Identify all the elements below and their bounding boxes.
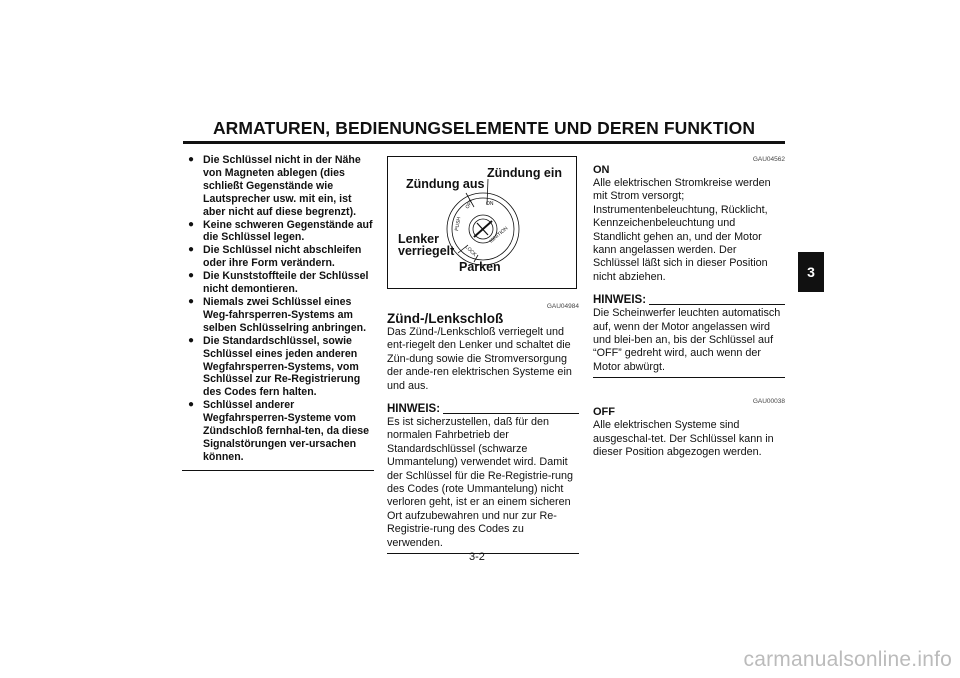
list-item [182,399,374,464]
section-text: Das Zünd-/Lenkschloß verriegelt und ent-riegelt den Lenker und schaltet die Zün-dung sowie die Stromversorgung der ande-ren elektrischen Systeme ein und aus. [387,326,572,392]
chapter-tab: 3 [798,252,824,292]
ignition-switch-figure [387,156,577,289]
section-code: GAU00038 [752,398,785,406]
page-header [183,118,785,144]
list-item-text: Schlüssel anderer Wegfahrsperren-Systeme vom Zündschloß fernhal-ten, da diese Signalstörungen ver-ursachen können. [203,399,369,463]
page-number: 3-2 [469,551,485,563]
bullet-icon: ● [188,154,195,165]
dial-off-mark: OFF [464,198,475,210]
list-item-text: Die Schlüssel nicht in der Nähe von Magneten ablegen (dies schließt Gegenstände wie Lautsprecher usw. mit ein, ist aber nicht auf diese begrenzt). [203,154,361,218]
list-item [182,296,374,335]
bullet-icon: ● [188,399,195,411]
list-item [182,244,374,270]
middle-column [387,150,579,554]
on-text: Alle elektrischen Stromkreise werden mit Strom versorgt; Instrumentenbeleuchtung, Rücklicht, Kennzeichenbeleuchtung und Standlicht gehen an, und der Motor kann angelassen werden. Der Schlüssel läßt sich in dieser Position nicht abziehen. [593,177,771,283]
left-column [182,150,374,471]
list-item-text: Niemals zwei Schlüssel eines Weg-fahrsperren-Systems am selben Schlüsselring anbringen. [203,295,367,334]
section-title: Zünd-/Lenkschloß [387,311,504,326]
section-code: GAU04562 [752,156,785,163]
off-title: OFF [593,406,615,419]
list-item-text: Die Kunststoffteile der Schlüssel nicht demontieren. [203,270,369,296]
list-item [182,154,374,219]
list-item-text: Keine schweren Gegenstände auf die Schlüssel legen. [203,218,373,244]
list-item-text: Die Standardschlüssel, sowie Schlüssel eines jeden anderen Wegfahrsperren-Systems, vom Schlüssel zur Re-Registrierung des Codes fern halten. [203,334,361,399]
label-parken: Parken [459,260,501,274]
note-header [593,294,785,307]
label-zuendung-aus: Zündung aus [406,177,485,191]
list-item-text: Die Schlüssel nicht abschleifen oder ihre Form verändern. [203,244,362,270]
list-item [182,219,374,245]
note-rule [649,304,785,305]
bullet-icon: ● [188,218,195,230]
bullet-icon: ● [188,244,195,256]
label-verriegelt: verriegelt [398,244,455,258]
bullet-icon: ● [188,334,195,346]
list-item [182,335,374,400]
dial-push-mark: PUSH [454,216,463,232]
note-text: Es ist sicherzustellen, daß für den normalen Fahrbetrieb der Standardschlüssel (schwarze Ummantelung) verwendet wird. Damit der Schlüssel für die Re-Registrie-rung des Codes (rote Ummantelung) nicht verloren geht, ist er an einem sicheren Ort aufzubewahren und nur zur Re-Registrie-rung des Codes zu verwenden. [387,416,579,554]
dial-on-mark: ON [486,201,494,207]
note-title: HINWEIS: [387,403,441,416]
on-title: ON [593,164,610,176]
dial-lock-mark: LOCK [463,244,478,259]
warning-list [182,154,374,464]
dial-ignition-mark: IGNITION [488,225,510,245]
section-divider [182,470,374,471]
page-title: ARMATUREN, BEDIENUNGSELEMENTE UND DEREN FUNKTION [212,118,756,138]
section-code: GAU04984 [546,303,579,310]
note-header [387,403,579,416]
watermark: carmanualsonline.info [743,648,952,671]
off-text: Alle elektrischen Systeme sind ausgeschal-tet. Der Schlüssel kann in dieser Position abgezogen werden. [593,419,774,459]
bullet-icon: ● [188,270,195,282]
note-title: HINWEIS: [593,294,647,307]
label-zuendung-ein: Zündung ein [487,166,562,180]
label-lenker: Lenker [398,232,439,246]
bullet-icon: ● [188,295,195,307]
list-item [182,270,374,296]
note-rule [443,413,579,414]
note-text: Die Scheinwerfer leuchten automatisch auf, wenn der Motor angelassen wird und blei-ben an, bis der Schlüssel auf “OFF” gedreht wird, auch wenn der Motor abwürgt. [593,307,785,378]
right-column [593,150,785,460]
